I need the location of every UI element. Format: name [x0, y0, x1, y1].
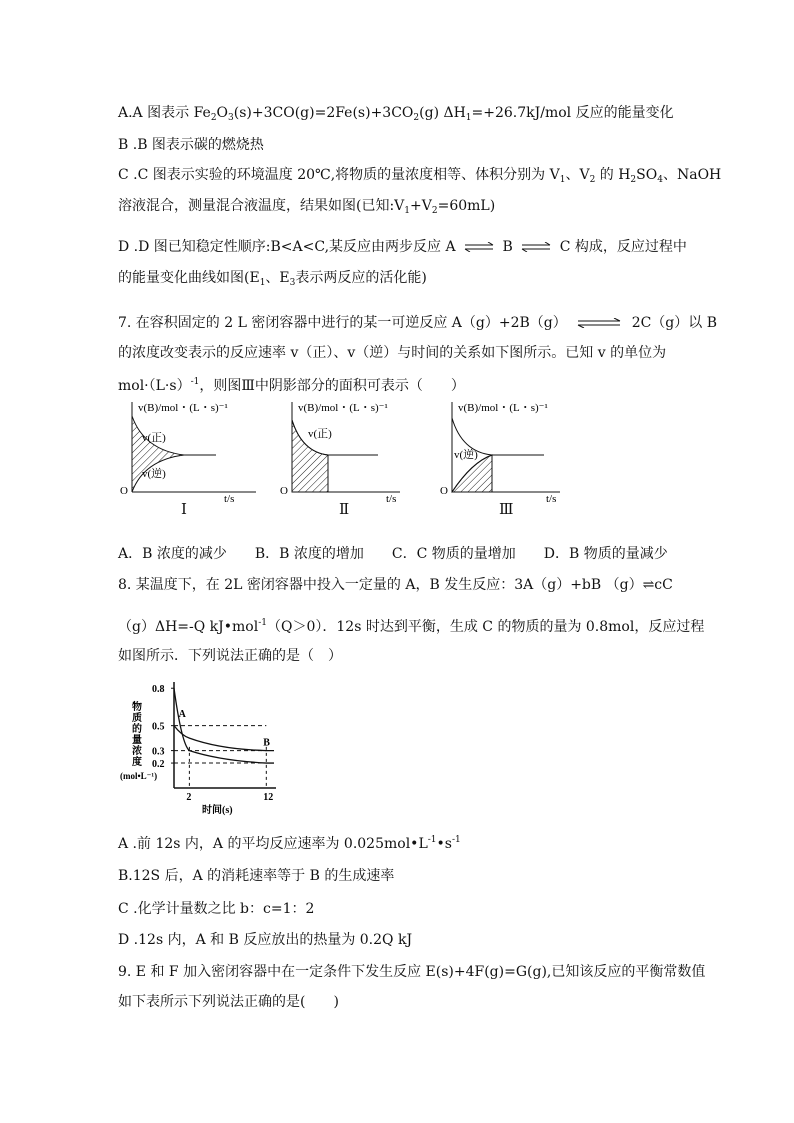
- q8-option-b: B.12S 后，A 的消耗速率等于 B 的生成速率: [118, 868, 395, 884]
- q9-stem-line2: 如下表所示下列说法正确的是( ): [118, 994, 339, 1010]
- q7-options: A．B 浓度的减少 B．B 浓度的增加 C．C 物质的量增加 D．B 物质的量减少: [118, 546, 668, 562]
- q8-concentration-chart: [118, 676, 288, 822]
- equilibrium-arrow-icon: [464, 242, 494, 252]
- y-tick-label: 0.2: [152, 759, 165, 771]
- equilibrium-arrow-icon: [521, 242, 551, 252]
- graph-2-label: Ⅱ: [339, 500, 350, 518]
- y-tick-label: 0.8: [152, 684, 165, 696]
- y-axis-label-char: 的: [132, 724, 142, 735]
- y-tick-label: 0.3: [152, 746, 165, 758]
- v-reverse-label: v(逆): [454, 449, 478, 461]
- q8-option-c: C .化学计量数之比 b：c=1：2: [118, 901, 315, 917]
- graph-3-label: Ⅲ: [499, 500, 514, 518]
- q7-stem-line3: $mol\cdot(L\cdot s)^{-1}$，则图Ⅲ中阴影部分的面积可表示（ ）: [118, 377, 465, 394]
- graph-1: [120, 402, 256, 505]
- q6-option-b: B .B 图表示碳的燃烧热: [118, 137, 264, 153]
- q7-stem-line2: 的浓度改变表示的反应速率 v（正）、v（逆）与时间的关系如下图所示。已知 v 的单位为: [118, 345, 667, 361]
- q8-stem-line3: 如图所示．下列说法正确的是（ ）: [118, 648, 342, 664]
- y-axis-label: [132, 700, 142, 768]
- y-axis-label: v(B)/mol・(L・s)⁻¹: [138, 402, 228, 414]
- y-tick-label: 0.5: [152, 721, 165, 733]
- y-axis-unit: (mol•L⁻¹): [120, 771, 158, 781]
- v-reverse-label: v(逆): [142, 468, 166, 480]
- v-forward-label: v(正): [142, 432, 166, 444]
- v-forward-label: v(正): [308, 428, 332, 440]
- equilibrium-arrow-icon: [577, 318, 621, 328]
- y-axis-label-char: 度: [132, 757, 142, 768]
- q7-stem-line1: 7. 在容积固定的 2 L 密闭容器中进行的某一可逆反应 A（g）+2B（g） 2C（g）以 B: [118, 315, 718, 331]
- q7-rate-graphs: [116, 398, 576, 508]
- q6-option-c: C .C 图表示实验的环境温度 20℃,将物质的量浓度相等、体积分别为 $V_1$、$V_2$ 的 $H_2SO_4$、NaOH: [118, 167, 722, 185]
- graph-2: [280, 402, 400, 505]
- graph-3: [440, 402, 560, 505]
- series-b-line: [174, 726, 274, 751]
- x-axis-label: t/s: [386, 493, 397, 505]
- q6-option-c-line2: 溶液混合，测量混合液温度，结果如图(已知$:V_1+V_2=60mL$): [118, 198, 496, 216]
- y-axis-label-char: 浓: [132, 746, 142, 757]
- y-axis-label: v(B)/mol・(L・s)⁻¹: [298, 402, 388, 414]
- x-tick-label: 2: [186, 792, 192, 803]
- q8-stem-line2: （g）ΔH=-Q kJ•mol$^{-1}$（Q＞0）．12s 时达到平衡，生成 C 的物质的量为 0.8mol，反应过程: [118, 618, 705, 635]
- x-tick-label: 12: [263, 792, 274, 803]
- x-axis-label: t/s: [546, 493, 557, 505]
- q8-option-d: D .12s 内，A 和 B 反应放出的热量为 0.2Q kJ: [118, 932, 413, 948]
- q6-option-d: D .D 图已知稳定性顺序:B<A<C,某反应由两步反应 A B C 构成，反应过程中: [118, 239, 687, 255]
- x-axis-label: t/s: [224, 493, 235, 505]
- x-axis-label: 时间(s): [202, 805, 233, 816]
- series-a-label: A: [178, 708, 186, 720]
- y-axis-label-char: 质: [132, 713, 142, 724]
- y-axis-label: v(B)/mol・(L・s)⁻¹: [458, 402, 548, 414]
- origin-label: O: [280, 485, 288, 497]
- q6-option-d-line2: 的能量变化曲线如图($E_1$、$E_3$表示两反应的活化能): [118, 270, 427, 288]
- origin-label: O: [120, 485, 128, 497]
- q8-stem-line1: 8. 某温度下，在 2L 密闭容器中投入一定量的 A，B 发生反应：3A（g）+bB （g）⇌cC: [118, 577, 673, 593]
- y-axis-label-char: 量: [132, 735, 142, 746]
- y-axis-label-char: 物: [132, 702, 142, 713]
- graph-1-label: Ⅰ: [181, 500, 187, 518]
- origin-label: O: [440, 485, 448, 497]
- q9-stem-line1: 9. E 和 F 加入密闭容器中在一定条件下发生反应 E(s)+4F(g)=G(g),已知该反应的平衡常数值: [118, 964, 706, 980]
- q8-option-a: A .前 12s 内，A 的平均反应速率为 $0.025mol•L^{-1}•s^{-1}$: [118, 835, 461, 852]
- q6-option-a: A.A 图表示 $Fe_2O_3(s)+3CO(g)=2Fe(s)+3CO_2(g)$ $\Delta H_1=+26.7kJ$/mol 反应的能量变化: [118, 105, 674, 123]
- series-b-label: B: [263, 737, 270, 749]
